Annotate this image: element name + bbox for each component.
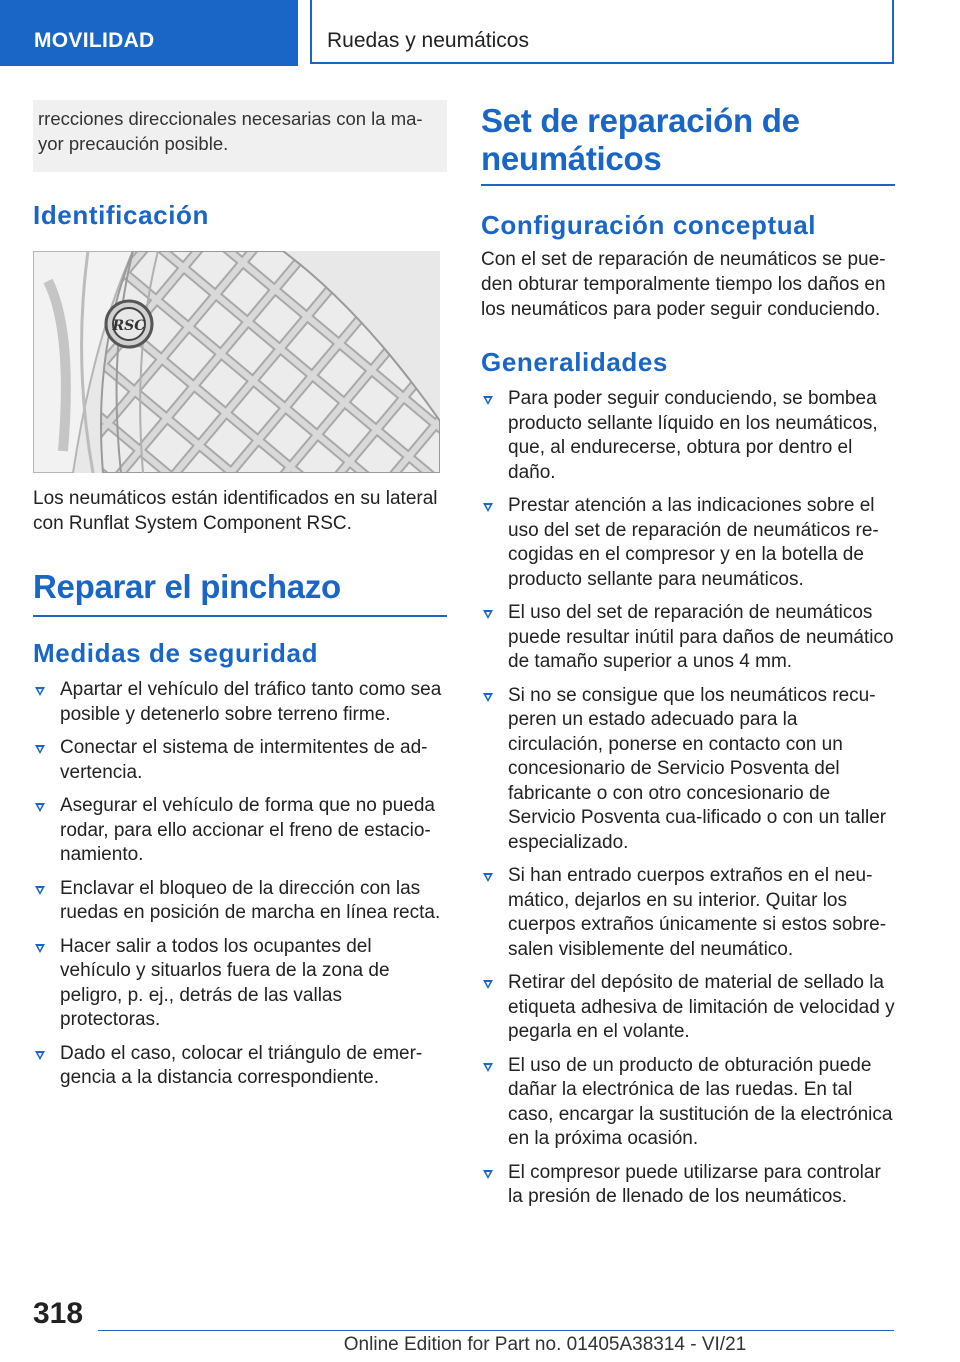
config-heading: Configuración conceptual [481, 210, 817, 240]
list-item: Si han entrado cuerpos extraños en el neu-mático, dejarlos en su interior. Quitar los cuerpos extraños únicamente si estos sobre-salen visiblemente del neumático. [481, 864, 895, 962]
triangle-bullet-icon [35, 1051, 45, 1060]
list-item: Hacer salir a todos los ocupantes del vehículo y situarlos fuera de la zona de peligro, p. ej., detrás de las vallas protectoras. [33, 935, 447, 1033]
triangle-bullet-icon [483, 873, 493, 882]
medidas-heading: Medidas de seguridad [33, 638, 319, 668]
generalidades-heading: Generalidades [481, 347, 668, 377]
list-item: Enclavar el bloqueo de la dirección con las ruedas en posición de marcha en línea recta. [33, 877, 447, 926]
triangle-bullet-icon [35, 803, 45, 812]
triangle-bullet-icon [35, 944, 45, 953]
triangle-bullet-icon [483, 503, 493, 512]
list-item: El uso del set de reparación de neumáticos puede resultar inútil para daños de neumático de tamaño superior a unos 4 mm. [481, 601, 895, 675]
list-item: Retirar del depósito de material de sellado la etiqueta adhesiva de limitación de velocidad y pegarla en el volante. [481, 971, 895, 1045]
rsc-logo-text: RSC [112, 318, 146, 334]
header-chapter-title: Ruedas y neumáticos [327, 29, 529, 52]
triangle-bullet-icon [483, 396, 493, 405]
medidas-list [33, 678, 447, 1091]
triangle-bullet-icon [483, 693, 493, 702]
list-item: Apartar el vehículo del tráfico tanto como sea posible y detenerlo sobre terreno firme. [33, 678, 447, 727]
page-number: 318 [33, 1297, 84, 1330]
list-item: El uso de un producto de obturación puede dañar la electrónica de las ruedas. En tal caso, encargar la sustitución de la electrónica en la próxima ocasión. [481, 1054, 895, 1152]
list-item: El compresor puede utilizarse para controlar la presión de llenado de los neumáticos. [481, 1161, 895, 1210]
set-reparacion-heading: Set de reparación de neumáticos [481, 102, 800, 177]
continued-note [33, 100, 447, 172]
list-item: Si no se consigue que los neumáticos recu-peren un estado adecuado para la circulación, ponerse en contacto con un concesionario de Servicio Posventa del fabricante o con otro concesionario de Servicio Posventa cua-lificado o con un taller especializado. [481, 684, 895, 856]
footer-edition: Online Edition for Part no. 01405A38314 - VI/21 [343, 1334, 747, 1355]
identificacion-heading: Identificación [33, 200, 209, 230]
list-item: Prestar atención a las indicaciones sobre el uso del set de reparación de neumáticos re-cogidas en el compresor y en la botella de producto sellante para neumáticos. [481, 494, 895, 592]
list-item: Asegurar el vehículo de forma que no pueda rodar, para ello accionar el freno de estacio-namiento. [33, 794, 447, 868]
footer-rule [98, 1330, 894, 1331]
generalidades-list [481, 387, 895, 1210]
list-item: Para poder seguir conduciendo, se bombea producto sellante líquido en los neumáticos, que, al endurecerse, obtura por dentro el daño. [481, 387, 895, 485]
right-column [481, 102, 895, 1219]
triangle-bullet-icon [35, 687, 45, 696]
section-rule [481, 184, 895, 186]
triangle-bullet-icon [483, 980, 493, 989]
identificacion-caption: Los neumáticos están identificados en su lateral con Runflat System Component RSC. [33, 488, 438, 534]
reparar-heading: Reparar el pinchazo [33, 568, 341, 605]
list-item: Conectar el sistema de intermitentes de ad-vertencia. [33, 736, 447, 785]
tire-svg [33, 251, 440, 473]
note-text: rrecciones direccionales necesarias con la ma-yor precaución posible. [38, 108, 423, 154]
list-item: Dado el caso, colocar el triángulo de emer-gencia a la distancia correspondiente. [33, 1042, 447, 1091]
header-section-tab [0, 0, 298, 66]
triangle-bullet-icon [35, 886, 45, 895]
triangle-bullet-icon [483, 1170, 493, 1179]
triangle-bullet-icon [483, 610, 493, 619]
triangle-bullet-icon [35, 745, 45, 754]
section-rule [33, 615, 447, 617]
header-section-title: MOVILIDAD [34, 29, 155, 52]
tire-illustration [33, 251, 440, 473]
triangle-bullet-icon [483, 1063, 493, 1072]
footer [0, 1334, 960, 1356]
header-chapter-box [310, 0, 894, 64]
config-text: Con el set de reparación de neumáticos se pue-den obturar temporalmente tiempo los daños en los neumáticos para poder seguir conduciendo. [481, 249, 886, 320]
left-column [33, 100, 447, 1100]
